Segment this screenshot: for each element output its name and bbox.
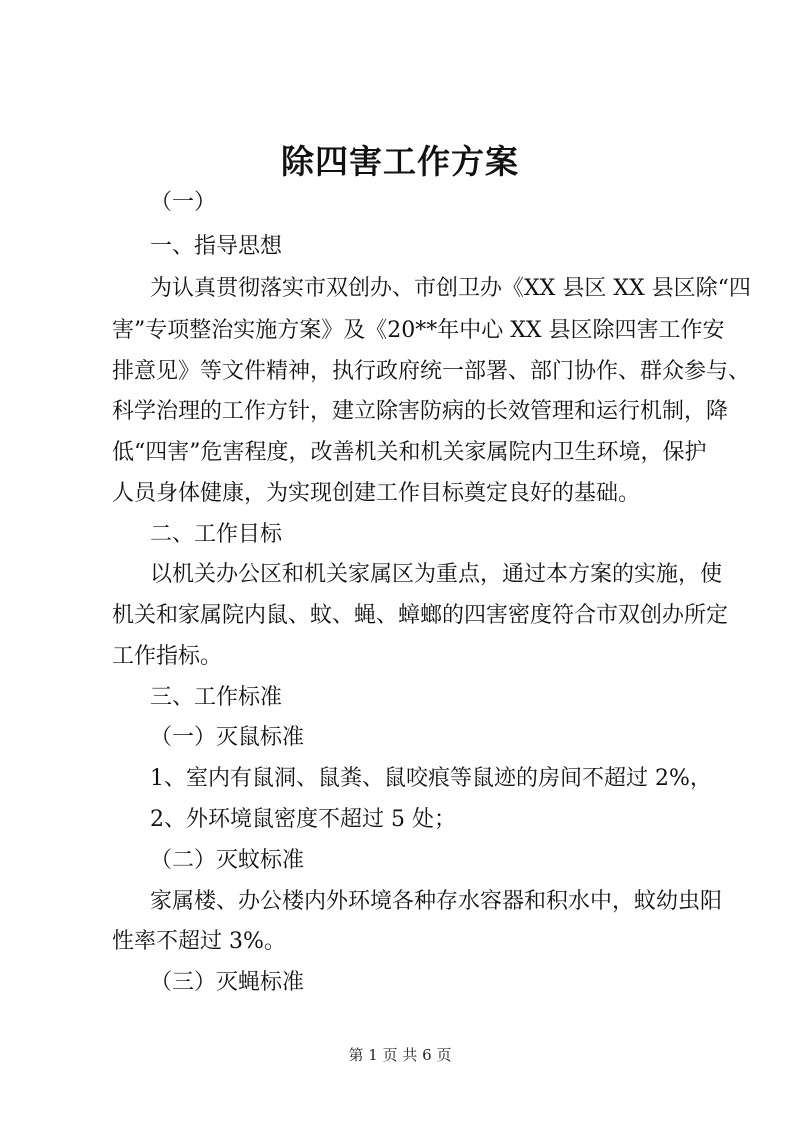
section-label-1: （一）	[150, 190, 217, 215]
paragraph-line: 人员身体健康，为实现创建工作目标奠定良好的基础。	[112, 481, 641, 506]
paragraph-line: 工作指标。	[112, 644, 223, 669]
paragraph-line: 性率不超过 3%。	[112, 929, 286, 954]
heading-guiding-ideology: 一、指导思想	[150, 234, 283, 259]
list-item: 1、室内有鼠洞、鼠粪、鼠咬痕等鼠迹的房间不超过 2%，	[150, 766, 712, 791]
paragraph-line: 以机关办公区和机关家属区为重点，通过本方案的实施，使	[150, 562, 723, 587]
subheading-mosquito-standard: （二）灭蚊标准	[150, 848, 305, 873]
paragraph-line: 为认真贯彻落实市双创办、市创卫办《XX 县区 XX 县区除“四	[150, 276, 751, 301]
subheading-rat-standard: （一）灭鼠标准	[150, 725, 305, 750]
subheading-fly-standard: （三）灭蝇标准	[150, 970, 305, 995]
heading-work-goals: 二、工作目标	[150, 522, 283, 547]
heading-work-standards: 三、工作标准	[150, 685, 283, 710]
page-footer: 第 1 页 共 6 页	[348, 1046, 452, 1064]
paragraph-line: 低“四害”危害程度，改善机关和机关家属院内卫生环境，保护	[112, 440, 707, 465]
document-title: 除四害工作方案	[281, 142, 519, 181]
paragraph-line: 害”专项整治实施方案》及《20**年中心 XX 县区除四害工作安	[112, 318, 725, 343]
list-item: 2、外环境鼠密度不超过 5 处；	[150, 807, 456, 832]
paragraph-line: 家属楼、办公楼内外环境各种存水容器和积水中，蚊幼虫阳	[150, 889, 723, 914]
paragraph-line: 科学治理的工作方针，建立除害防病的长效管理和运行机制，降	[112, 399, 729, 424]
paragraph-line: 排意见》等文件精神，执行政府统一部署、部门协作、群众参与、	[112, 359, 751, 384]
paragraph-line: 机关和家属院内鼠、蚊、蝇、蟑螂的四害密度符合市双创办所定	[112, 603, 729, 628]
